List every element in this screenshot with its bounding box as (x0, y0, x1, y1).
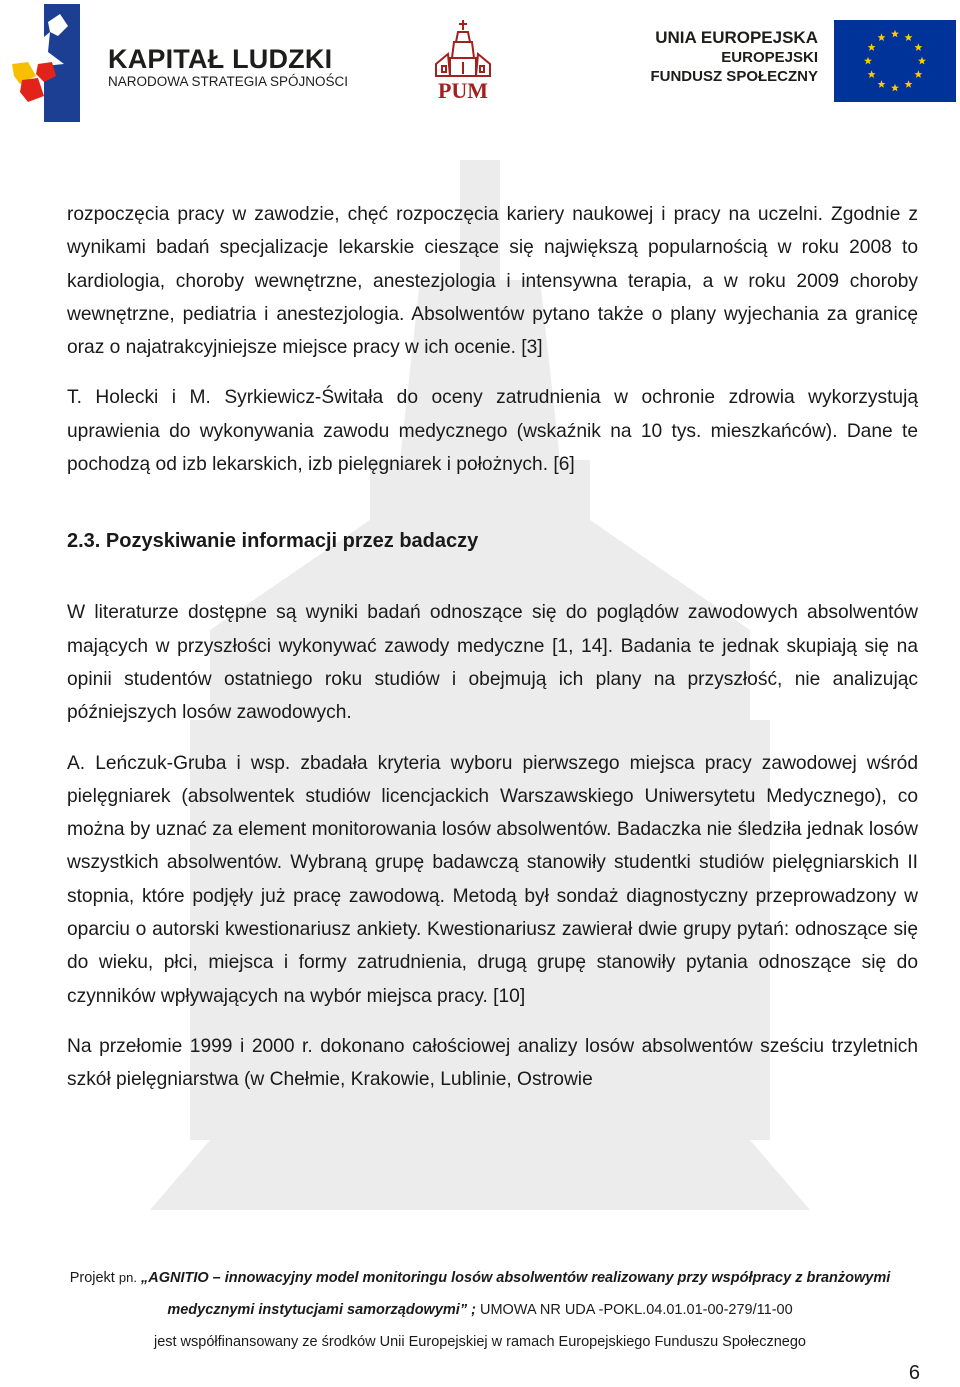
ue-line1: UNIA EUROPEJSKA (655, 28, 818, 47)
footer-pn-label: pn. (118, 1270, 137, 1285)
section-heading: 2.3. Pozyskiwanie informacji przez badaczy (67, 530, 479, 553)
paragraph-1: rozpoczęcia pracy w zawodzie, chęć rozpoczęcia kariery naukowej i pracy na uczelni. Zgodnie z wynikami badań specjalizacje lekarskie cieszące się największą popularnością w roku 2008 to kardiologia, choroby wewnętrzne, anestezjologia i intensywna terapia, a w roku 2009 choroby wewnętrzne, pediatria i anestezjologia. Absolwentów pytano także o plany wyjechania za granicę oraz o najatrakcyjniejsze miejsce pracy w ich ocenie. [3] (67, 204, 918, 359)
footer-line-1 (0, 1262, 960, 1294)
page-number: 6 (908, 1362, 920, 1384)
ue-wordmark (650, 28, 818, 86)
paragraph-5: Na przełomie 1999 i 2000 r. dokonano całościowej analizy losów absolwentów sześciu trzyletnich szkół pielęgniarstwa (w Chełmie, Krakowie, Lublinie, Ostrowie (67, 1035, 918, 1091)
eu-flag-logo (834, 20, 956, 102)
page-header (0, 0, 960, 125)
kapital-ludzki-logo (8, 4, 80, 122)
paragraph-2: T. Holecki i M. Syrkiewicz-Świtała do oceny zatrudnienia w ochronie zdrowia wykorzystują uprawienia do wykonywania zawodu medycznego (wskaźnik na 10 tys. mieszkańców). Dane te pochodzą od izb lekarskich, izb pielęgniarek i położnych. [6] (67, 387, 918, 476)
footer-line-3: jest współfinansowany ze środków Unii Europejskiej w ramach Europejskiego Funduszu Społecznego (153, 1334, 807, 1350)
kapital-ludzki-wordmark (108, 44, 348, 90)
kapital-ludzki-subtitle: NARODOWA STRATEGIA SPÓJNOŚCI (108, 74, 349, 89)
pum-label: PUM (437, 78, 489, 103)
pum-logo (428, 18, 498, 106)
footer-line-2 (0, 1294, 960, 1326)
footer-contract-number: UMOWA NR UDA -POKL.04.01.01-00-279/11-00 (479, 1302, 793, 1318)
ue-line3: FUNDUSZ SPOŁECZNY (650, 68, 818, 85)
kapital-ludzki-title: KAPITAŁ LUDZKI (108, 44, 333, 74)
page-footer (0, 1262, 960, 1358)
footer-project-label: Projekt (69, 1270, 115, 1286)
paragraph-4: A. Leńczuk-Gruba i wsp. zbadała kryteria wyboru pierwszego miejsca pracy zawodowej wśród pielęgniarek (absolwentek studiów licencjackich Warszawskiego Uniwersytetu Medycznego), co można by uznać za element monitorowania losów absolwentów. Badaczka nie śledziła jednak losów wszystkich absolwentów. Wybraną grupę badawczą stanowiły studentki studiów pielęgniarskich II stopnia, które podjęły już pracę zawodową. Metodą był sondaż diagnostyczny przeprowadzony w oparciu o autorski kwestionariusz ankiety. Kwestionariusz zawierał dwie grupy pytań: odnoszące się do wieku, płci, miejsca i formy zatrudnienia, drugą grupę stanowiły pytania odnoszące się do czynników wpływających na wybór miejsca pracy. [10] (67, 752, 918, 1007)
document-body (67, 198, 918, 1097)
footer-project-title: „AGNITIO – innowacyjny model monitoringu losów absolwentów realizowany przy współpracy z branżowymi (140, 1270, 891, 1286)
paragraph-3: W literaturze dostępne są wyniki badań odnoszące się do poglądów zawodowych absolwentów mających w przyszłości wykonywać zawody medyczne [1, 14]. Badania te jednak skupiają się na opinii studentów ostatniego roku studiów i obejmują ich plany na przyszłość, nie analizując późniejszych losów zawodowych. (67, 602, 918, 724)
ue-line2: EUROPEJSKI (721, 49, 818, 66)
footer-project-title-cont: medycznymi instytucjami samorządowymi” ; (167, 1302, 476, 1318)
